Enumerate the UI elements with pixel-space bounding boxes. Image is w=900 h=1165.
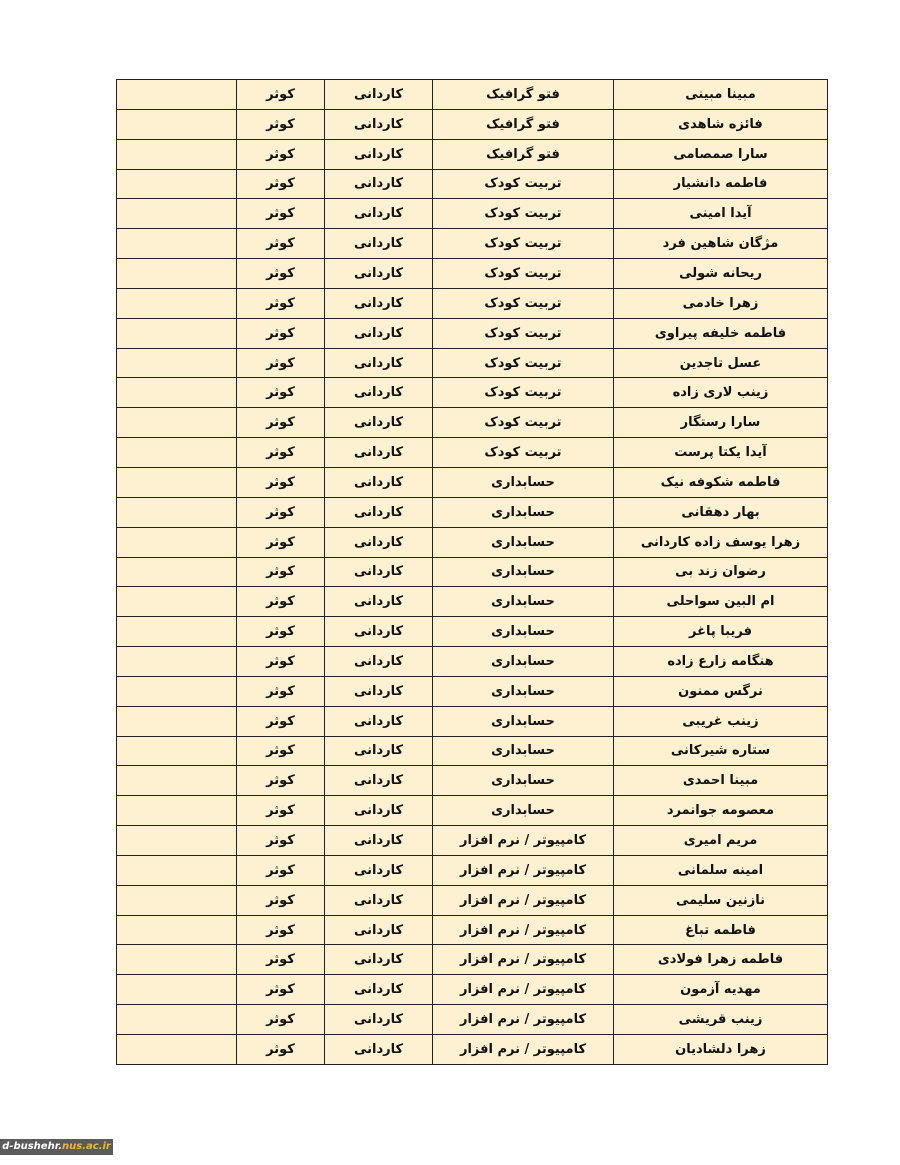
empty-cell [117, 706, 237, 736]
table-row [117, 229, 828, 259]
level-cell: کاردانی [325, 1005, 433, 1035]
field-cell: حسابداری [433, 497, 614, 527]
field-cell: تربیت کودک [433, 378, 614, 408]
field-cell: کامپیوتر / نرم افزار [433, 945, 614, 975]
table-row [117, 169, 828, 199]
level-cell: کاردانی [325, 915, 433, 945]
empty-cell [117, 318, 237, 348]
city-cell: کوثر [237, 288, 325, 318]
name-cell: مبینا مبینی [614, 80, 828, 110]
table-row [117, 1035, 828, 1065]
city-cell: کوثر [237, 587, 325, 617]
site-watermark [0, 1139, 113, 1155]
name-cell: فائزه شاهدی [614, 109, 828, 139]
city-cell: کوثر [237, 826, 325, 856]
name-cell: زینب لاری زاده [614, 378, 828, 408]
empty-cell [117, 80, 237, 110]
city-cell: کوثر [237, 527, 325, 557]
field-cell: تربیت کودک [433, 438, 614, 468]
empty-cell [117, 288, 237, 318]
name-cell: زهرا دلشادیان [614, 1035, 828, 1065]
name-cell: فاطمه دانشیار [614, 169, 828, 199]
name-cell: نرگس ممنون [614, 676, 828, 706]
table-row [117, 766, 828, 796]
students-table [116, 79, 828, 1065]
level-cell: کاردانی [325, 288, 433, 318]
name-cell: امینه سلمانی [614, 855, 828, 885]
city-cell: کوثر [237, 1005, 325, 1035]
city-cell: کوثر [237, 109, 325, 139]
name-cell: زینب قریشی [614, 1005, 828, 1035]
empty-cell [117, 139, 237, 169]
field-cell: حسابداری [433, 676, 614, 706]
level-cell: کاردانی [325, 706, 433, 736]
empty-cell [117, 915, 237, 945]
table-row [117, 497, 828, 527]
city-cell: کوثر [237, 915, 325, 945]
level-cell: کاردانی [325, 169, 433, 199]
name-cell: فاطمه زهرا فولادی [614, 945, 828, 975]
empty-cell [117, 408, 237, 438]
city-cell: کوثر [237, 318, 325, 348]
field-cell: تربیت کودک [433, 318, 614, 348]
city-cell: کوثر [237, 647, 325, 677]
city-cell: کوثر [237, 855, 325, 885]
table-row [117, 109, 828, 139]
table-row [117, 438, 828, 468]
field-cell: حسابداری [433, 766, 614, 796]
city-cell: کوثر [237, 438, 325, 468]
table-row [117, 467, 828, 497]
level-cell: کاردانی [325, 855, 433, 885]
field-cell: تربیت کودک [433, 169, 614, 199]
field-cell: کامپیوتر / نرم افزار [433, 975, 614, 1005]
city-cell: کوثر [237, 557, 325, 587]
name-cell: ستاره شیرکانی [614, 736, 828, 766]
field-cell: حسابداری [433, 647, 614, 677]
level-cell: کاردانی [325, 348, 433, 378]
field-cell: تربیت کودک [433, 348, 614, 378]
table-row [117, 706, 828, 736]
empty-cell [117, 826, 237, 856]
table-row [117, 288, 828, 318]
level-cell: کاردانی [325, 408, 433, 438]
table-row [117, 885, 828, 915]
field-cell: کامپیوتر / نرم افزار [433, 855, 614, 885]
table-row [117, 826, 828, 856]
empty-cell [117, 796, 237, 826]
field-cell: فتو گرافیک [433, 109, 614, 139]
table-row [117, 348, 828, 378]
level-cell: کاردانی [325, 945, 433, 975]
city-cell: کوثر [237, 199, 325, 229]
level-cell: کاردانی [325, 1035, 433, 1065]
name-cell: فریبا پاغر [614, 617, 828, 647]
name-cell: معصومه جوانمرد [614, 796, 828, 826]
watermark-accent: nus.ac.ir [62, 1141, 111, 1152]
table-row [117, 587, 828, 617]
name-cell: فاطمه تباغ [614, 915, 828, 945]
table-row [117, 676, 828, 706]
level-cell: کاردانی [325, 378, 433, 408]
field-cell: فتو گرافیک [433, 139, 614, 169]
field-cell: تربیت کودک [433, 408, 614, 438]
name-cell: هنگامه زارع زاده [614, 647, 828, 677]
city-cell: کوثر [237, 676, 325, 706]
level-cell: کاردانی [325, 647, 433, 677]
field-cell: حسابداری [433, 617, 614, 647]
table-row [117, 318, 828, 348]
name-cell: مبینا احمدی [614, 766, 828, 796]
field-cell: حسابداری [433, 796, 614, 826]
field-cell: حسابداری [433, 706, 614, 736]
name-cell: بهار دهقانی [614, 497, 828, 527]
table-row [117, 80, 828, 110]
empty-cell [117, 676, 237, 706]
empty-cell [117, 975, 237, 1005]
table-row [117, 1005, 828, 1035]
field-cell: حسابداری [433, 587, 614, 617]
field-cell: کامپیوتر / نرم افزار [433, 1035, 614, 1065]
city-cell: کوثر [237, 348, 325, 378]
field-cell: کامپیوتر / نرم افزار [433, 915, 614, 945]
empty-cell [117, 467, 237, 497]
field-cell: کامپیوتر / نرم افزار [433, 885, 614, 915]
city-cell: کوثر [237, 736, 325, 766]
level-cell: کاردانی [325, 467, 433, 497]
table-body [117, 80, 828, 1065]
level-cell: کاردانی [325, 587, 433, 617]
level-cell: کاردانی [325, 736, 433, 766]
field-cell: فتو گرافیک [433, 80, 614, 110]
level-cell: کاردانی [325, 766, 433, 796]
name-cell: فاطمه خلیفه پیراوی [614, 318, 828, 348]
name-cell: مژگان شاهین فرد [614, 229, 828, 259]
city-cell: کوثر [237, 885, 325, 915]
empty-cell [117, 438, 237, 468]
empty-cell [117, 1005, 237, 1035]
city-cell: کوثر [237, 796, 325, 826]
level-cell: کاردانی [325, 796, 433, 826]
level-cell: کاردانی [325, 139, 433, 169]
name-cell: ام البین سواحلی [614, 587, 828, 617]
empty-cell [117, 647, 237, 677]
city-cell: کوثر [237, 378, 325, 408]
city-cell: کوثر [237, 945, 325, 975]
empty-cell [117, 587, 237, 617]
empty-cell [117, 497, 237, 527]
city-cell: کوثر [237, 497, 325, 527]
empty-cell [117, 855, 237, 885]
field-cell: تربیت کودک [433, 229, 614, 259]
empty-cell [117, 259, 237, 289]
empty-cell [117, 229, 237, 259]
level-cell: کاردانی [325, 80, 433, 110]
watermark-prefix: d-bushehr. [2, 1141, 63, 1152]
empty-cell [117, 348, 237, 378]
table-row [117, 975, 828, 1005]
field-cell: حسابداری [433, 736, 614, 766]
table-row [117, 647, 828, 677]
table-row [117, 855, 828, 885]
city-cell: کوثر [237, 975, 325, 1005]
field-cell: کامپیوتر / نرم افزار [433, 1005, 614, 1035]
empty-cell [117, 169, 237, 199]
city-cell: کوثر [237, 139, 325, 169]
level-cell: کاردانی [325, 527, 433, 557]
city-cell: کوثر [237, 80, 325, 110]
table-row [117, 557, 828, 587]
level-cell: کاردانی [325, 557, 433, 587]
field-cell: تربیت کودک [433, 199, 614, 229]
level-cell: کاردانی [325, 199, 433, 229]
table-row [117, 736, 828, 766]
empty-cell [117, 617, 237, 647]
field-cell: کامپیوتر / نرم افزار [433, 826, 614, 856]
table-row [117, 199, 828, 229]
city-cell: کوثر [237, 229, 325, 259]
name-cell: نازنین سلیمی [614, 885, 828, 915]
level-cell: کاردانی [325, 676, 433, 706]
level-cell: کاردانی [325, 109, 433, 139]
level-cell: کاردانی [325, 259, 433, 289]
name-cell: آیدا امینی [614, 199, 828, 229]
level-cell: کاردانی [325, 497, 433, 527]
name-cell: مهدیه آزمون [614, 975, 828, 1005]
empty-cell [117, 1035, 237, 1065]
empty-cell [117, 527, 237, 557]
city-cell: کوثر [237, 1035, 325, 1065]
field-cell: حسابداری [433, 467, 614, 497]
empty-cell [117, 557, 237, 587]
table-row [117, 378, 828, 408]
table-row [117, 915, 828, 945]
empty-cell [117, 199, 237, 229]
name-cell: مریم امیری [614, 826, 828, 856]
name-cell: زهرا یوسف زاده کاردانی [614, 527, 828, 557]
table-row [117, 139, 828, 169]
level-cell: کاردانی [325, 617, 433, 647]
empty-cell [117, 945, 237, 975]
city-cell: کوثر [237, 408, 325, 438]
city-cell: کوثر [237, 706, 325, 736]
level-cell: کاردانی [325, 229, 433, 259]
name-cell: فاطمه شکوفه نیک [614, 467, 828, 497]
name-cell: سارا صمصامی [614, 139, 828, 169]
table-row [117, 408, 828, 438]
city-cell: کوثر [237, 259, 325, 289]
field-cell: تربیت کودک [433, 259, 614, 289]
city-cell: کوثر [237, 467, 325, 497]
field-cell: حسابداری [433, 557, 614, 587]
name-cell: ریحانه شولی [614, 259, 828, 289]
table-row [117, 259, 828, 289]
table-row [117, 796, 828, 826]
table-row [117, 617, 828, 647]
empty-cell [117, 109, 237, 139]
field-cell: تربیت کودک [433, 288, 614, 318]
table-row [117, 527, 828, 557]
table-row [117, 945, 828, 975]
empty-cell [117, 378, 237, 408]
level-cell: کاردانی [325, 438, 433, 468]
city-cell: کوثر [237, 617, 325, 647]
name-cell: سارا رستگار [614, 408, 828, 438]
level-cell: کاردانی [325, 975, 433, 1005]
level-cell: کاردانی [325, 885, 433, 915]
level-cell: کاردانی [325, 318, 433, 348]
empty-cell [117, 736, 237, 766]
level-cell: کاردانی [325, 826, 433, 856]
name-cell: زهرا خادمی [614, 288, 828, 318]
city-cell: کوثر [237, 766, 325, 796]
field-cell: حسابداری [433, 527, 614, 557]
name-cell: آیدا یکتا پرست [614, 438, 828, 468]
city-cell: کوثر [237, 169, 325, 199]
empty-cell [117, 885, 237, 915]
name-cell: زینب غریبی [614, 706, 828, 736]
name-cell: رضوان زند بی [614, 557, 828, 587]
name-cell: عسل تاجدین [614, 348, 828, 378]
empty-cell [117, 766, 237, 796]
